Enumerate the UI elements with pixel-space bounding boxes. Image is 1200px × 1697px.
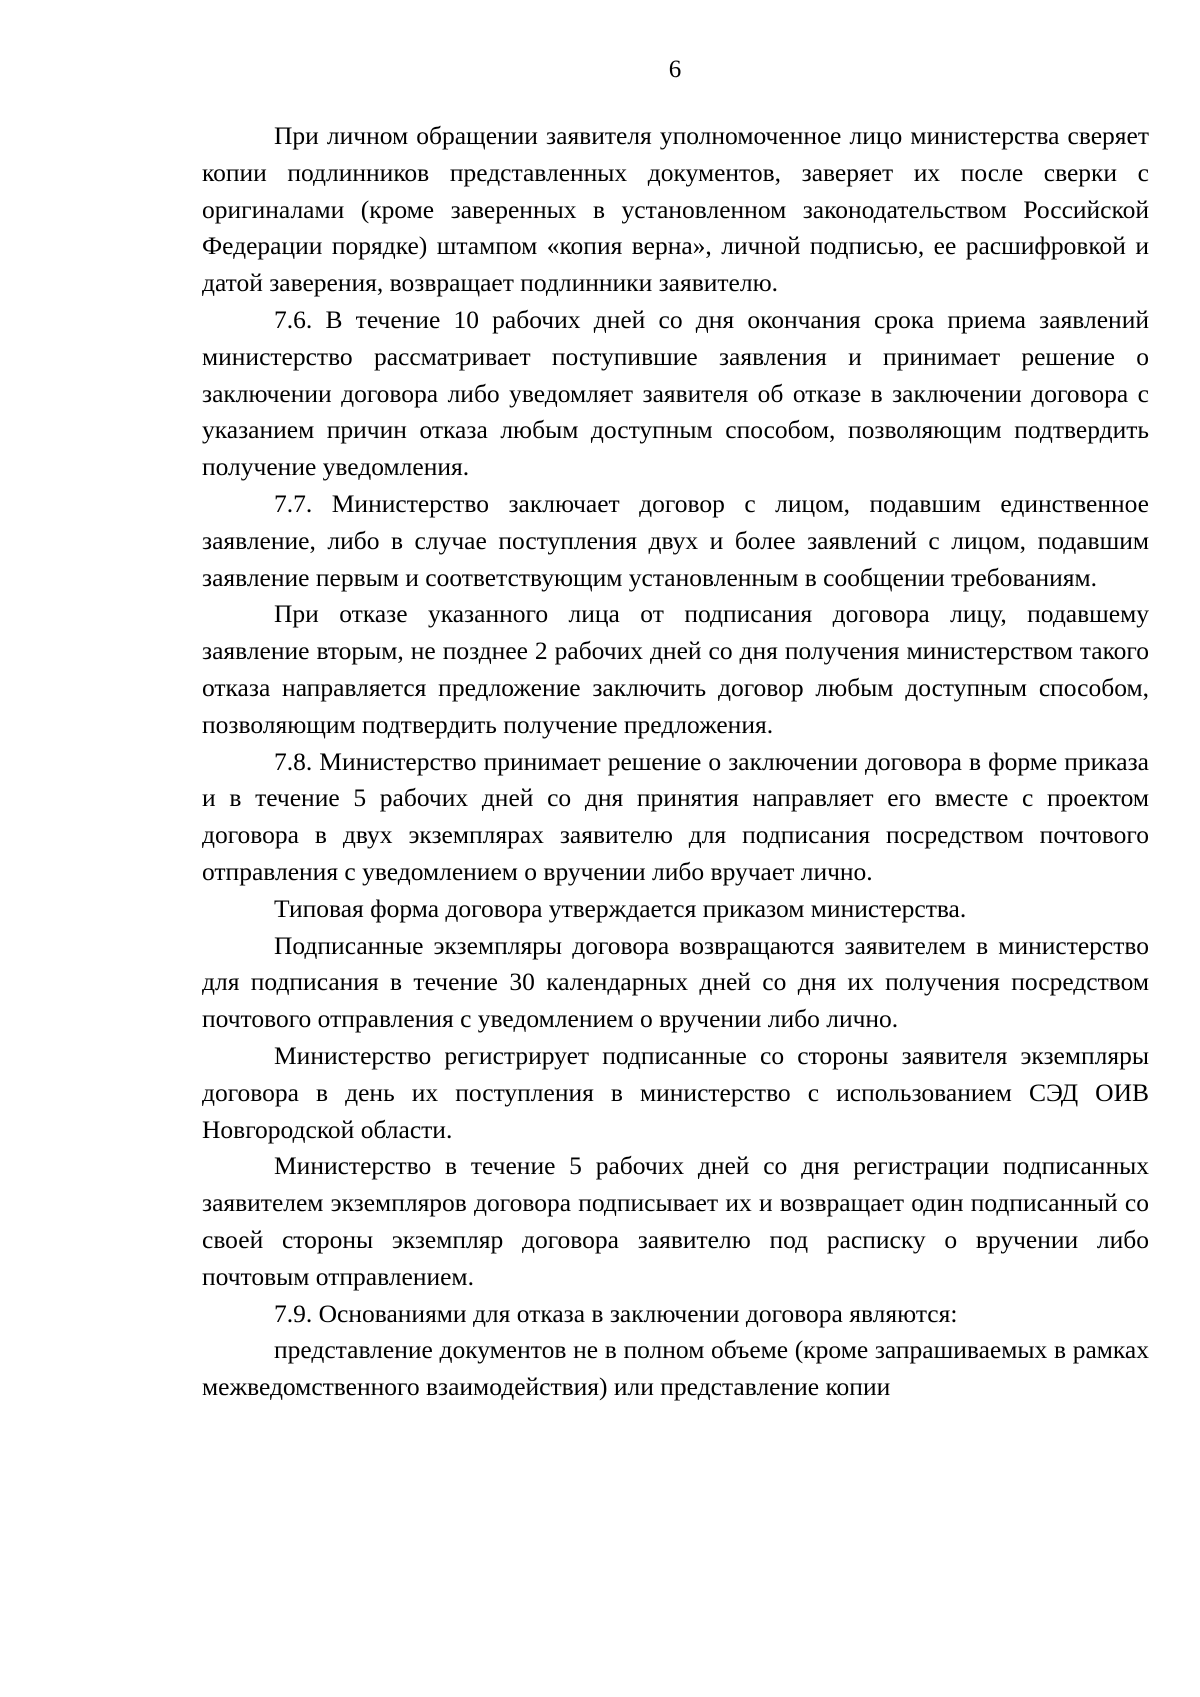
paragraph-7-7: 7.7. Министерство заключает договор с лицом, подавшим единственное заявление, либо в случае поступления двух и более заявлений с лицом, подавшим заявление первым и соответствующим установленным в сообщении требованиям. — [202, 488, 1149, 592]
paragraph-personal-appeal: При личном обращении заявителя уполномоченное лицо министерства сверяет копии подлинников представленных документов, заверяет их после сверки с оригиналами (кроме заверенных в установленном законодательством Российской Федерации порядке) штампом «копия верна», личной подписью, ее расшифровкой и датой заверения, возвращает подлинники заявителю. — [202, 121, 1149, 298]
paragraph-7-8: 7.8. Министерство принимает решение о заключении договора в форме приказа и в течение 5 рабочих дней со дня принятия направляет его вместе с проектом договора в двух экземплярах заявителю для подписания посредством почтового отправления с уведомлением о вручении либо вручает лично. — [202, 746, 1149, 886]
page-number: 6 — [668, 56, 682, 83]
document-body — [202, 118, 1149, 1406]
paragraph-7-9: 7.9. Основаниями для отказа в заключении договора являются: — [274, 1298, 958, 1328]
paragraph-standard-form: Типовая форма договора утверждается приказом министерства. — [274, 893, 967, 923]
paragraph-registration: Министерство регистрирует подписанные со стороны заявителя экземпляры договора в день их поступления в министерство с использованием СЭД ОИВ Новгородской области. — [202, 1040, 1149, 1144]
paragraph-incomplete-documents: представление документов не в полном объеме (кроме запрашиваемых в рамках межведомственного взаимодействия) или представление копии — [202, 1335, 1149, 1402]
paragraph-7-6: 7.6. В течение 10 рабочих дней со дня окончания срока приема заявлений министерство рассматривает поступившие заявления и принимает решение о заключении договора либо уведомляет заявителя об отказе в заключении договора с указанием причин отказа любым доступным способом, позволяющим подтвердить получение уведомления. — [202, 304, 1149, 482]
paragraph-ministry-signing: Министерство в течение 5 рабочих дней со дня регистрации подписанных заявителем экземпляров договора подписывает их и возвращает один подписанный со своей стороны экземпляр договора заявителю под расписку о вручении либо почтовым отправлением. — [202, 1151, 1149, 1291]
paragraph-signed-copies-return: Подписанные экземпляры договора возвращаются заявителем в министерство для подписания в течение 30 календарных дней со дня их получения посредством почтового отправления с уведомлением о вручении либо лично. — [202, 930, 1149, 1034]
paragraph-refusal-offer: При отказе указанного лица от подписания договора лицу, подавшему заявление вторым, не позднее 2 рабочих дней со дня получения министерством такого отказа направляется предложение заключить договор любым доступным способом, позволяющим подтвердить получение предложения. — [202, 599, 1149, 739]
